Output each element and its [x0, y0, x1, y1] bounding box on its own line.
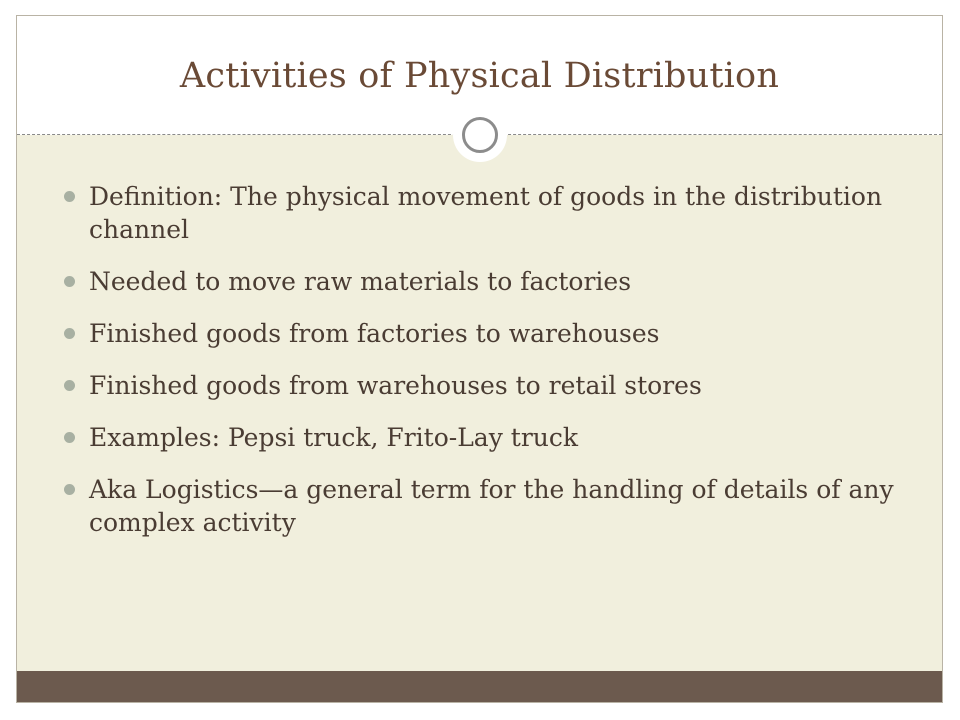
bullet-item: [59, 180, 919, 246]
bullet-item: [59, 265, 919, 298]
bullet-text: Finished goods from factories to warehouses: [89, 319, 660, 348]
bullet-icon: [64, 328, 75, 339]
bullet-text: Examples: Pepsi truck, Frito-Lay truck: [89, 423, 579, 452]
bullet-icon: [64, 276, 75, 287]
ring-shape: [462, 117, 498, 153]
circle-ring-icon: [453, 108, 507, 162]
slide-frame: [16, 15, 943, 703]
bullet-text: Aka Logistics—a general term for the handling of details of any complex activity: [89, 475, 894, 537]
bullet-list: [59, 180, 919, 558]
bullet-icon: [64, 191, 75, 202]
bullet-item: [59, 369, 919, 402]
footer-bar: [17, 671, 942, 703]
bullet-item: [59, 421, 919, 454]
slide-title: Activities of Physical Distribution: [179, 56, 780, 96]
bullet-item: [59, 317, 919, 350]
bullet-item: [59, 473, 919, 539]
bullet-icon: [64, 484, 75, 495]
bullet-text: Definition: The physical movement of goods in the distribution channel: [89, 182, 883, 244]
bullet-icon: [64, 380, 75, 391]
bullet-text: Needed to move raw materials to factories: [89, 267, 632, 296]
bullet-icon: [64, 432, 75, 443]
bullet-text: Finished goods from warehouses to retail stores: [89, 371, 702, 400]
